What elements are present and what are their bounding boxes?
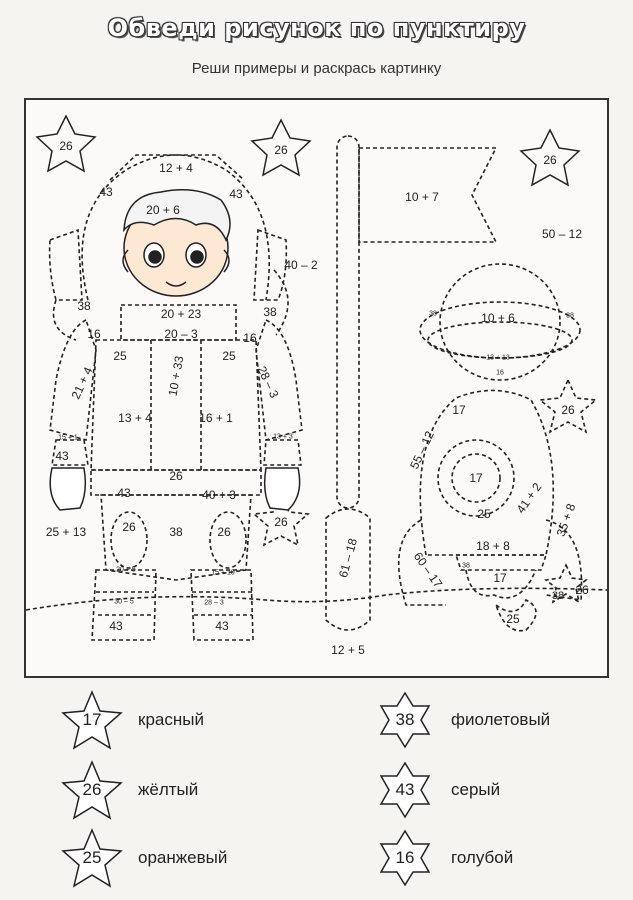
- shoulder-right-label: 38: [263, 305, 277, 319]
- sky-right-label: 50 – 12: [541, 227, 583, 241]
- ring-bottom-label: 16: [496, 369, 504, 377]
- chest-right-label: 16 + 1: [199, 411, 233, 425]
- sleeve-left-label: 21 + 4: [68, 364, 96, 402]
- fin-small-label: 38: [462, 562, 470, 570]
- legend-number: 38: [395, 710, 415, 729]
- pole-right-label: 40 – 2: [284, 258, 318, 272]
- collar-label: 20 + 23: [160, 307, 202, 321]
- legend-color-name: оранжевый: [138, 848, 228, 867]
- legend-color-name: голубой: [451, 848, 514, 867]
- star-label: 26: [561, 403, 575, 417]
- boot-top-left-label: 20 + 5: [116, 566, 136, 574]
- body-left-label: 25: [113, 349, 127, 363]
- rocket-top-label: 17: [452, 403, 466, 417]
- knee-right-label: 26: [217, 525, 231, 539]
- legend-number: 26: [82, 780, 102, 799]
- legend-item: [373, 760, 613, 820]
- helmet-right-label: 43: [229, 187, 243, 201]
- cuff-right-label: 13 + 3: [273, 433, 293, 441]
- legend-item: [373, 690, 613, 750]
- rocket-bottom-label: 18 + 8: [476, 539, 510, 553]
- star-label: 26: [274, 143, 288, 157]
- coloring-picture-panel: [24, 98, 609, 678]
- ground-left-label: 25 + 13: [45, 525, 87, 539]
- legend-item: [60, 828, 300, 888]
- planet-right-label: 38: [566, 312, 574, 320]
- flame-bottom-label: 25: [506, 612, 520, 626]
- star-label: 26: [59, 139, 73, 153]
- fin-left-label: 60 – 17: [410, 549, 446, 591]
- page-title: Обведи рисунок по пунктиру: [107, 14, 526, 42]
- ring-top-label: 13 + 13: [486, 354, 510, 362]
- legend-item: [60, 690, 300, 750]
- zipper-label: 10 + 33: [165, 354, 187, 398]
- visor-label: 20 + 6: [146, 203, 180, 217]
- cuff-left-label: 15 + 1: [58, 434, 78, 442]
- legend-item: [60, 760, 300, 820]
- legend-number: 17: [82, 710, 102, 729]
- legend-item: [373, 828, 613, 888]
- boot-left-label: 43: [109, 619, 123, 633]
- boot-top-right-label: 15 + 10: [211, 569, 235, 577]
- page-subtitle: Реши примеры и раскрась картинку: [191, 60, 442, 77]
- hip-right-label: 40 + 3: [202, 488, 236, 502]
- legend-number: 43: [395, 780, 415, 799]
- legend-color-name: жёлтый: [138, 780, 199, 799]
- shoulder-left-label: 38: [77, 299, 91, 313]
- glove-left-label: 43: [55, 449, 69, 463]
- collar-low-label: 20 – 3: [164, 327, 198, 341]
- star-label: 26: [575, 583, 589, 597]
- ground-right-label: 38: [551, 590, 565, 602]
- legend-number: 25: [82, 848, 102, 867]
- flag-label: 10 + 7: [405, 190, 439, 204]
- fin-right-label: 35 + 8: [553, 501, 579, 539]
- boot-mid-right-label: 28 – 3: [204, 599, 224, 607]
- arm-left-label: 16: [87, 327, 101, 341]
- legend-number: 16: [395, 848, 415, 867]
- boot-mid-left-label: 30 – 5: [114, 598, 134, 606]
- belt-label: 26: [169, 469, 183, 483]
- knee-left-label: 26: [122, 520, 136, 534]
- window-label: 17: [469, 471, 483, 485]
- pole-base-label: 61 – 18: [336, 536, 360, 580]
- ground-center-label: 12 + 5: [331, 643, 365, 657]
- helmet-top-label: 12 + 4: [159, 161, 193, 175]
- legend-color-name: красный: [138, 710, 204, 729]
- flame-label: 17: [493, 571, 507, 585]
- rocket-ring-label: 25: [477, 507, 491, 521]
- color-legend: [0, 680, 633, 900]
- star-label: 26: [543, 153, 557, 167]
- legend-color-name: фиолетовый: [451, 710, 551, 729]
- astronaut-scene-drawing: [26, 100, 607, 676]
- hip-left-label: 43: [117, 486, 131, 500]
- arm-right-label: 16: [243, 331, 257, 345]
- star-label: 26: [274, 515, 288, 529]
- chest-left-label: 13 + 4: [118, 411, 152, 425]
- boot-right-label: 43: [215, 619, 229, 633]
- helmet-left-label: 43: [99, 185, 113, 199]
- rocket-right-label: 41 + 2: [513, 480, 545, 516]
- body-right-label: 25: [222, 349, 236, 363]
- rocket-left-label: 55 – 12: [407, 428, 437, 472]
- legend-color-name: серый: [451, 780, 501, 799]
- planet-label: 10 + 6: [481, 311, 515, 325]
- planet-left-label: 38: [429, 310, 437, 318]
- leg-middle-label: 38: [169, 525, 183, 539]
- sleeve-right-label: 28 – 3: [254, 363, 282, 401]
